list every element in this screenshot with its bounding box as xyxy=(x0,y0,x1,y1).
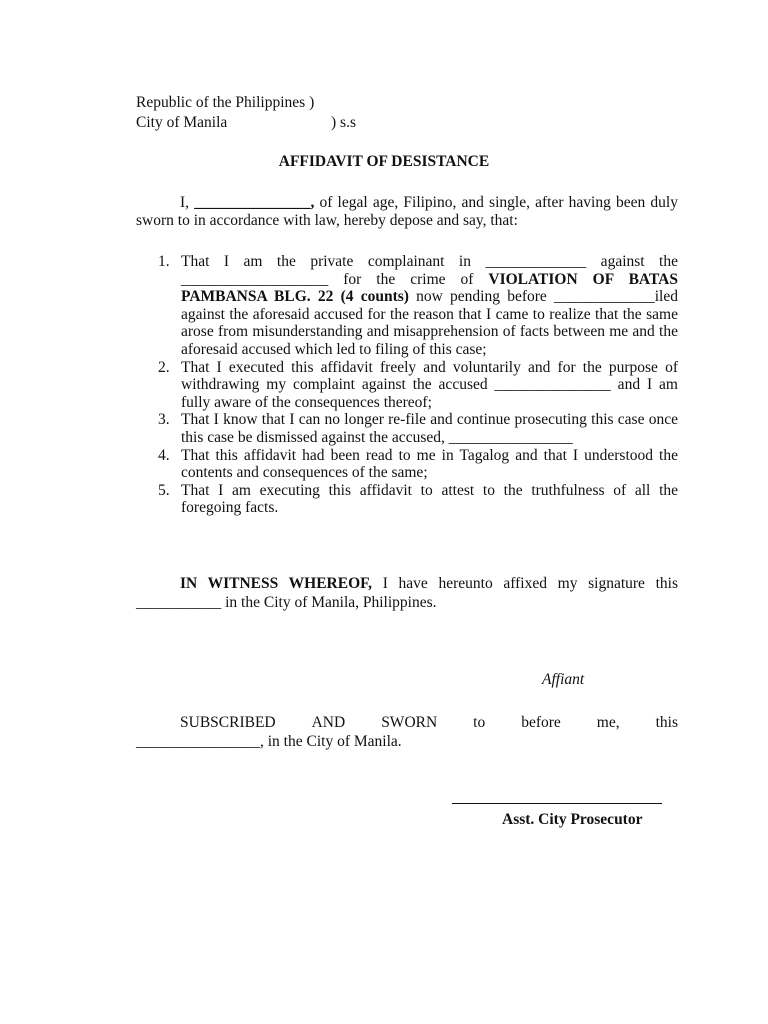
clauses-list xyxy=(136,253,678,517)
venue-city: City of Manila xyxy=(136,114,228,131)
jurat-word: SWORN xyxy=(381,714,438,731)
prosecutor-signature-line xyxy=(452,803,662,804)
clause-item xyxy=(136,359,678,412)
clause-text: That I executed this affidavit freely and voluntarily and for the purpose of withdrawing my complaint against the accused _______________ and I am fully aware of the consequences thereof; xyxy=(181,358,678,411)
jurat-word: AND xyxy=(311,714,346,731)
jurat-word: to xyxy=(473,714,486,731)
jurat-paragraph xyxy=(136,713,678,751)
witness-paragraph xyxy=(136,574,678,612)
prosecutor-title: Asst. City Prosecutor xyxy=(502,811,643,828)
clause-item xyxy=(136,411,678,446)
clause-number: 5. xyxy=(158,481,170,499)
jurat-word: SUBSCRIBED xyxy=(180,714,276,731)
clause-text: That this affidavit had been read to me in Tagalog and that I understood the contents and consequences of the same; xyxy=(181,446,678,482)
affiant-label: Affiant xyxy=(542,671,585,688)
venue-line-city xyxy=(136,113,356,133)
clause-item xyxy=(136,253,678,359)
clause-text: That I know that I can no longer re-file and continue prosecuting this case once this case be dismissed against the accused, ________________ xyxy=(181,411,678,446)
clause-number: 1. xyxy=(158,253,170,270)
intro-paragraph xyxy=(136,194,678,230)
jurat-word: this xyxy=(655,714,678,731)
clause-text: That I am executing this affidavit to attest to the truthfulness of all the foregoing facts. xyxy=(181,481,678,517)
intro-text: of legal age, Filipino, and single, after having been duly sworn to in accordance with law, hereby depose and say, that: xyxy=(136,194,678,229)
venue-ss: ) s.s xyxy=(331,114,356,131)
clause-number: 2. xyxy=(158,358,170,376)
crime-name: VIOLATION OF BATAS PAMBANSA BLG. 22 (4 counts) xyxy=(181,270,678,306)
venue-block xyxy=(136,93,356,133)
jurat-line-1 xyxy=(136,713,678,732)
clause-item xyxy=(136,482,678,517)
jurat-word: before xyxy=(521,714,561,731)
affiant-name-blank: _______________, xyxy=(194,194,315,211)
clause-text: That I am the private complainant in _____________ against the ___________________ for the crime of xyxy=(181,253,678,288)
intro-prefix: I, xyxy=(180,194,195,211)
venue-country: Republic of the Philippines ) xyxy=(136,94,315,111)
document-title: AFFIDAVIT OF DESISTANCE xyxy=(278,153,490,170)
jurat-line-2: ________________, in the City of Manila. xyxy=(136,733,402,750)
clause-number: 3. xyxy=(158,411,170,429)
clause-number: 4. xyxy=(158,446,170,464)
jurat-word: me, xyxy=(596,714,620,731)
venue-line-country xyxy=(136,93,314,113)
clause-item xyxy=(136,447,678,482)
clause-text-continued: now pending before _____________iled against the aforesaid accused for the reason that I came to realize that the same arose from misunderstanding and misapprehension of facts between me and the aforesaid accused which led to filing of this case; xyxy=(181,288,678,358)
witness-heading: IN WITNESS WHEREOF, xyxy=(180,575,373,592)
witness-text: I have hereunto affixed my signature this ___________ in the City of Manila, Philippines. xyxy=(136,575,678,611)
